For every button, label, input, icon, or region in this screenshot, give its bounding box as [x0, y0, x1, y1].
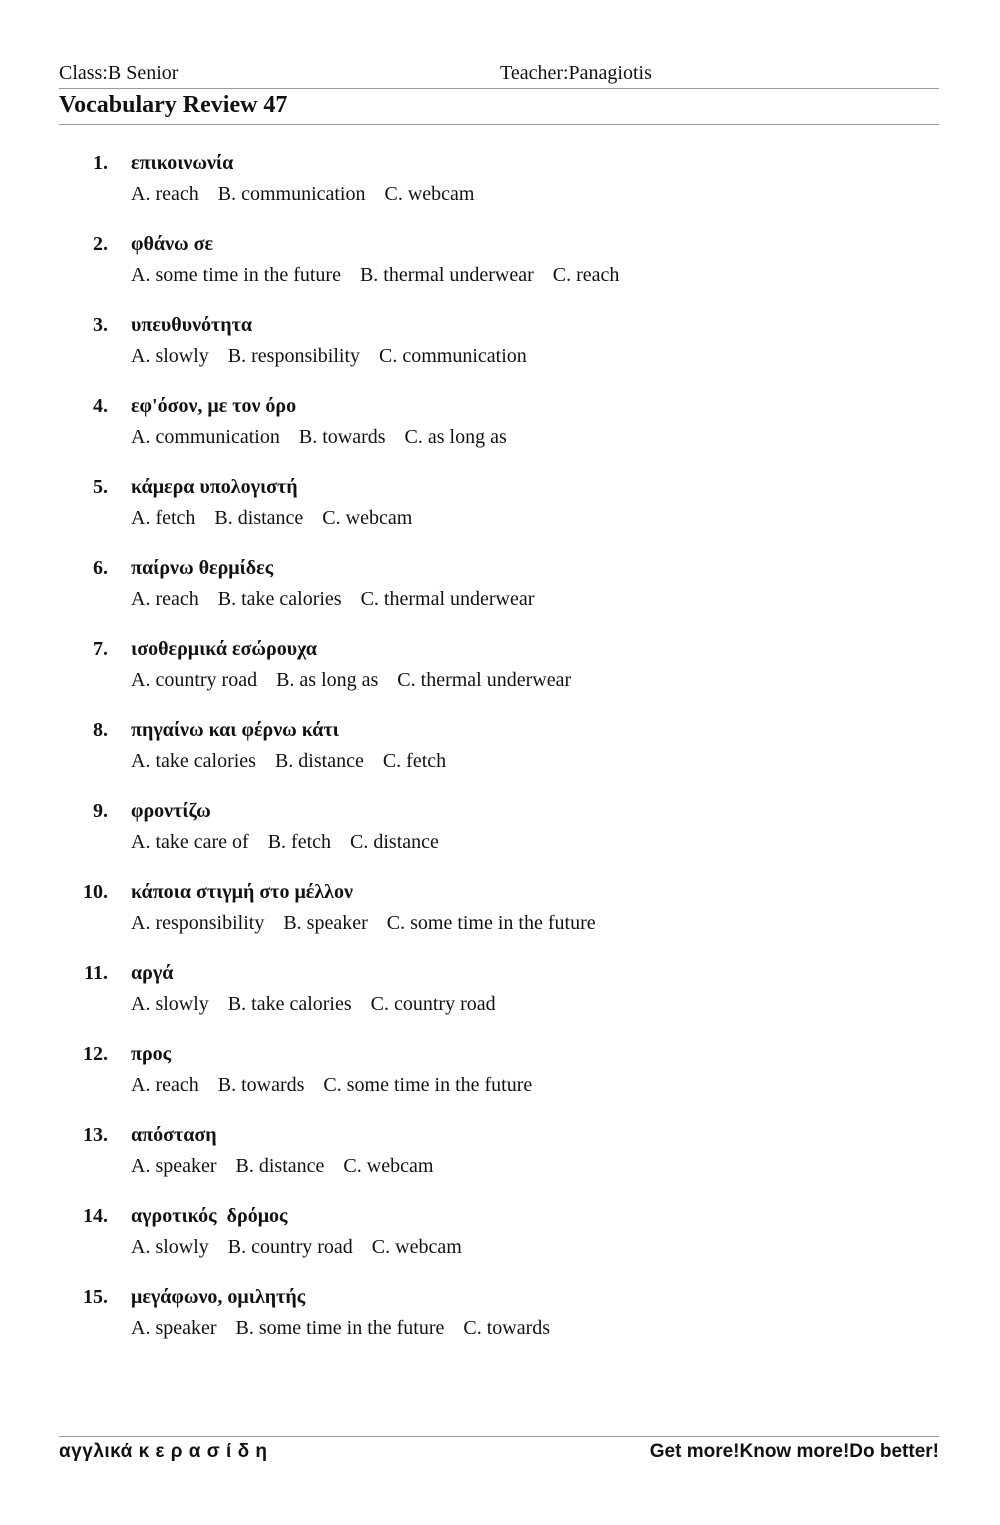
answer-option-b[interactable]: B. distance	[214, 507, 304, 529]
answer-option-b[interactable]: B. some time in the future	[235, 1317, 445, 1339]
question-number: 2.	[93, 233, 108, 255]
worksheet-header	[59, 62, 939, 88]
question-number: 14.	[83, 1205, 108, 1227]
page-footer	[59, 1441, 939, 1469]
question-item	[0, 473, 1000, 554]
answer-option-b[interactable]: B. towards	[298, 426, 386, 448]
answer-option-c[interactable]: C. webcam	[322, 507, 413, 529]
answer-option-b[interactable]: B. speaker	[283, 912, 368, 934]
page-title: Vocabulary Review 47	[59, 92, 288, 118]
answer-option-c[interactable]: C. webcam	[384, 183, 475, 205]
question-term: υπευθυνότητα	[131, 314, 252, 336]
answer-options	[131, 585, 548, 613]
question-number: 12.	[83, 1043, 108, 1065]
answer-option-c[interactable]: C. as long as	[404, 426, 507, 448]
answer-option-a[interactable]: A. country road	[131, 669, 258, 691]
question-list	[0, 149, 1000, 1364]
answer-option-c[interactable]: C. reach	[552, 264, 620, 286]
answer-option-c[interactable]: C. some time in the future	[386, 912, 596, 934]
answer-option-a[interactable]: A. slowly	[131, 1236, 209, 1258]
answer-options	[131, 1152, 447, 1180]
answer-options	[131, 504, 426, 532]
answer-option-b[interactable]: B. communication	[217, 183, 366, 205]
answer-option-c[interactable]: C. some time in the future	[323, 1074, 533, 1096]
answer-option-c[interactable]: C. webcam	[343, 1155, 434, 1177]
question-number: 7.	[93, 638, 108, 660]
answer-options	[131, 990, 510, 1018]
question-item	[0, 149, 1000, 230]
question-number: 11.	[84, 962, 108, 984]
answer-options	[131, 180, 488, 208]
answer-option-c[interactable]: C. fetch	[382, 750, 447, 772]
question-term: κάποια στιγμή στο μέλλον	[131, 881, 353, 903]
question-term: κάμερα υπολογιστή	[131, 476, 298, 498]
footer-slogan: Get more!Know more!Do better!	[649, 1441, 939, 1462]
footer-divider	[59, 1436, 939, 1437]
header-divider	[59, 88, 939, 89]
answer-option-c[interactable]: C. distance	[350, 831, 439, 853]
question-item	[0, 635, 1000, 716]
question-term: αργά	[131, 962, 174, 984]
question-item	[0, 1202, 1000, 1283]
question-term: επικοινωνία	[131, 152, 234, 174]
answer-option-b[interactable]: B. country road	[227, 1236, 353, 1258]
question-number: 4.	[93, 395, 108, 417]
answer-option-a[interactable]: A. take care of	[131, 831, 249, 853]
question-number: 13.	[83, 1124, 108, 1146]
answer-options	[131, 342, 541, 370]
question-number: 9.	[93, 800, 108, 822]
question-number: 10.	[83, 881, 108, 903]
question-term: ισοθερμικά εσώρουχα	[131, 638, 317, 660]
question-term: παίρνω θερμίδες	[131, 557, 274, 579]
answer-option-a[interactable]: A. slowly	[131, 993, 209, 1015]
answer-option-b[interactable]: B. thermal underwear	[359, 264, 534, 286]
answer-option-a[interactable]: A. reach	[131, 588, 199, 610]
answer-options	[131, 1314, 564, 1342]
answer-options	[131, 828, 453, 856]
title-divider	[59, 124, 939, 125]
question-term: φθάνω σε	[131, 233, 214, 255]
answer-option-a[interactable]: A. fetch	[131, 507, 196, 529]
question-term: εφ'όσον, με τον όρο	[131, 395, 297, 417]
answer-option-a[interactable]: A. slowly	[131, 345, 209, 367]
question-item	[0, 1283, 1000, 1364]
question-number: 1.	[93, 152, 108, 174]
answer-option-a[interactable]: A. communication	[131, 426, 280, 448]
question-item	[0, 392, 1000, 473]
question-item	[0, 311, 1000, 392]
answer-option-a[interactable]: A. speaker	[131, 1155, 217, 1177]
answer-options	[131, 666, 585, 694]
answer-option-b[interactable]: B. as long as	[276, 669, 379, 691]
answer-options	[131, 747, 460, 775]
answer-option-a[interactable]: A. speaker	[131, 1317, 217, 1339]
question-item	[0, 797, 1000, 878]
question-term: μεγάφωνο, ομιλητής	[131, 1286, 306, 1308]
question-item	[0, 878, 1000, 959]
class-label: Class:B Senior	[59, 62, 179, 84]
answer-option-b[interactable]: B. distance	[274, 750, 364, 772]
question-number: 3.	[93, 314, 108, 336]
answer-option-c[interactable]: C. thermal underwear	[397, 669, 572, 691]
answer-options	[131, 423, 521, 451]
answer-option-a[interactable]: A. some time in the future	[131, 264, 341, 286]
question-item	[0, 1121, 1000, 1202]
answer-option-c[interactable]: C. webcam	[371, 1236, 462, 1258]
answer-option-c[interactable]: C. communication	[379, 345, 527, 367]
answer-option-b[interactable]: B. responsibility	[227, 345, 361, 367]
question-term: πηγαίνω και φέρνω κάτι	[131, 719, 339, 741]
question-term: προς	[131, 1043, 172, 1065]
question-item	[0, 716, 1000, 797]
footer-brand: αγγλικά κ ε ρ α σ ί δ η	[59, 1441, 268, 1462]
answer-option-b[interactable]: B. take calories	[227, 993, 352, 1015]
question-number: 8.	[93, 719, 108, 741]
answer-option-a[interactable]: A. responsibility	[131, 912, 265, 934]
answer-options	[131, 909, 610, 937]
question-number: 5.	[93, 476, 108, 498]
question-item	[0, 1040, 1000, 1121]
answer-option-c[interactable]: C. country road	[370, 993, 496, 1015]
answer-option-b[interactable]: B. take calories	[217, 588, 342, 610]
answer-option-a[interactable]: A. reach	[131, 183, 199, 205]
answer-option-c[interactable]: C. towards	[463, 1317, 551, 1339]
answer-options	[131, 1071, 546, 1099]
answer-options	[131, 261, 633, 289]
question-number: 15.	[83, 1286, 108, 1308]
question-item	[0, 959, 1000, 1040]
answer-options	[131, 1233, 476, 1261]
answer-option-a[interactable]: A. take calories	[131, 750, 256, 772]
question-item	[0, 230, 1000, 311]
question-term: φροντίζω	[131, 800, 211, 822]
answer-option-b[interactable]: B. towards	[217, 1074, 305, 1096]
teacher-label: Teacher:Panagiotis	[500, 62, 652, 84]
question-term: απόσταση	[131, 1124, 217, 1146]
answer-option-b[interactable]: B. distance	[235, 1155, 325, 1177]
answer-option-c[interactable]: C. thermal underwear	[360, 588, 535, 610]
question-term: αγροτικός δρόμος	[131, 1205, 288, 1227]
answer-option-a[interactable]: A. reach	[131, 1074, 199, 1096]
question-item	[0, 554, 1000, 635]
answer-option-b[interactable]: B. fetch	[267, 831, 332, 853]
question-number: 6.	[93, 557, 108, 579]
